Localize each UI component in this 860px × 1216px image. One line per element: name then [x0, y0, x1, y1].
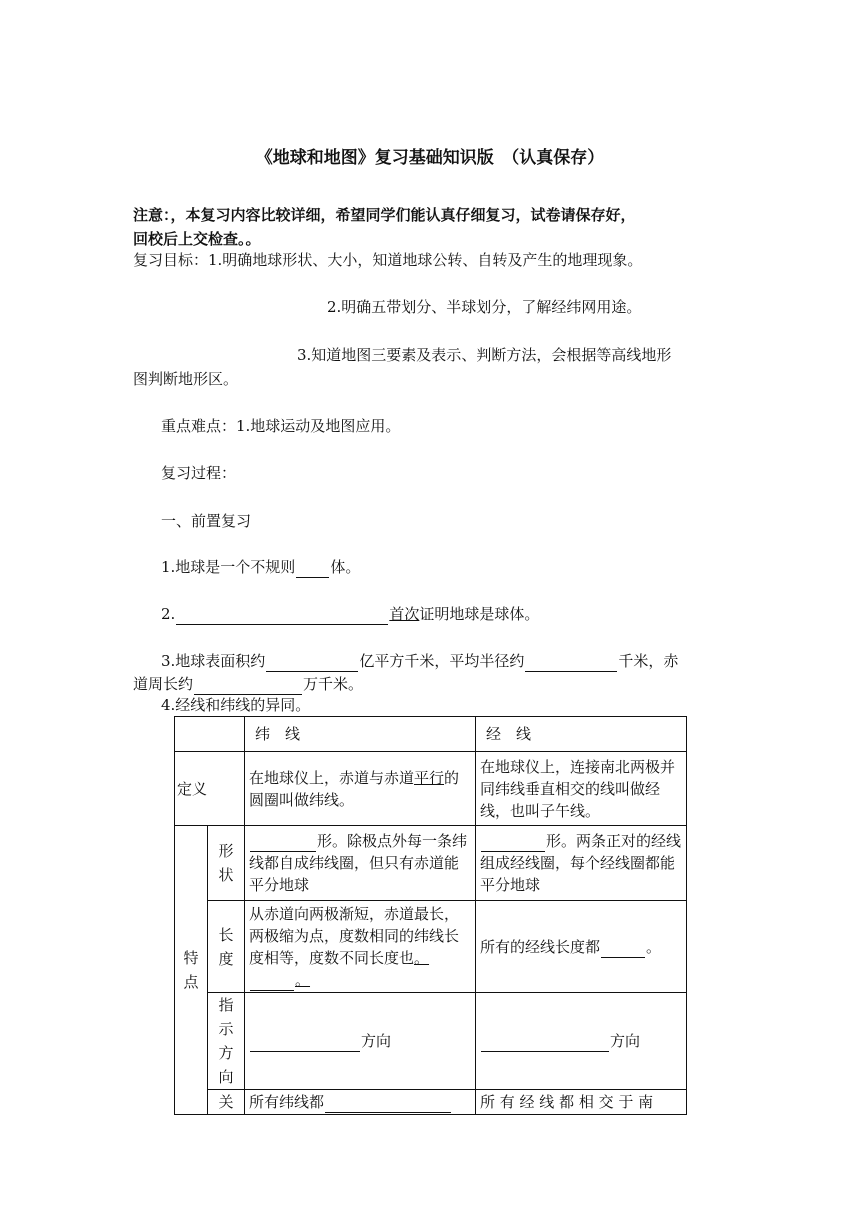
q1-after: 体。 — [330, 558, 361, 576]
table-corner-cell — [175, 717, 245, 752]
row-label-direction: 指示方向 — [208, 993, 245, 1090]
goals-item-3b: 图判断地形区。 — [133, 370, 239, 388]
q2-after: 证明地球是球体。 — [419, 605, 540, 623]
question-3-line-1 — [161, 650, 678, 672]
definition-latitude: 在地球仪上，赤道与赤道平行的圆圈叫做纬线。 — [245, 752, 476, 826]
header-latitude: 纬 线 — [245, 717, 476, 752]
relation-longitude: 所 有 经 线 都 相 交 于 南 — [476, 1090, 687, 1115]
notice-line-2: 回校后上交检查。。 — [133, 230, 261, 248]
q3-text-b: 亿平方千米，平均半径约 — [359, 652, 525, 670]
length-latitude: 从赤道向两极渐短，赤道最长，两极缩为点，度数相同的纬线长度相等，度数不同长度也。。 — [245, 901, 476, 993]
row-label-definition: 定义 — [175, 752, 245, 826]
process-label: 复习过程： — [161, 464, 237, 482]
notice-line-1: 注意：，本复习内容比较详细，希望同学们能认真仔细复习，试卷请保存好， — [133, 206, 636, 224]
relation-lat-blank[interactable] — [325, 1095, 451, 1113]
length-lon-blank[interactable] — [601, 940, 645, 958]
shape-longitude: 形。两条正对的经线组成经线圈，每个经线圈都能平分地球 — [476, 826, 687, 901]
page-title: 《地球和地图》复习基础知识版 （认真保存） — [255, 148, 605, 168]
header-longitude: 经 线 — [476, 717, 687, 752]
key-points: 重点难点：1.地球运动及地图应用。 — [161, 417, 401, 435]
q3-text-e: 万千米。 — [303, 675, 364, 693]
shape-latitude: 形。除极点外每一条纬线都自成纬线圈，但只有赤道能平分地球 — [245, 826, 476, 901]
q3-blank-equator[interactable] — [194, 677, 302, 695]
q3-text-a: 3.地球表面积约 — [161, 652, 266, 670]
question-2 — [161, 603, 539, 625]
q3-blank-radius[interactable] — [525, 654, 617, 672]
shape-lat-blank[interactable] — [250, 834, 316, 852]
row-label-shape: 形状 — [208, 826, 245, 901]
relation-latitude: 所有纬线都 — [245, 1090, 476, 1115]
length-longitude: 所有的经线长度都 。 — [476, 901, 687, 993]
shape-lon-blank[interactable] — [481, 834, 545, 852]
definition-longitude: 在地球仪上，连接南北两极并同纬线垂直相交的线叫做经线，也叫子午线。 — [476, 752, 687, 826]
q2-underlined: 首次 — [389, 605, 420, 623]
question-1 — [161, 556, 360, 578]
q1-before: 1.地球是一个不规则 — [161, 558, 296, 576]
q2-blank[interactable] — [176, 607, 388, 625]
q3-blank-area[interactable] — [266, 654, 358, 672]
q3-text-d: 道周长约 — [133, 675, 194, 693]
section-heading: 一、前置复习 — [161, 512, 252, 530]
group-label-features: 特点 — [175, 826, 208, 1115]
direction-latitude: 方向 — [245, 993, 476, 1090]
goals-item-3a: 3.知道地图三要素及表示、判断方法，会根据等高线地形 — [297, 346, 672, 364]
comparison-table — [174, 716, 687, 1115]
q1-blank[interactable] — [296, 560, 329, 578]
row-label-length: 长度 — [208, 901, 245, 993]
goals-item-2: 2.明确五带划分、半球划分，了解经纬网用途。 — [327, 298, 642, 316]
direction-lat-blank[interactable] — [250, 1034, 360, 1052]
q3-text-c: 千米，赤 — [618, 652, 679, 670]
row-label-relation: 关 — [208, 1090, 245, 1115]
q2-before: 2. — [161, 605, 176, 623]
goals-line-1: 复习目标：1.明确地球形状、大小，知道地球公转、自转及产生的地理现象。 — [133, 251, 643, 269]
question-4: 4.经线和纬线的异同。 — [161, 696, 311, 714]
length-lat-blank[interactable] — [250, 973, 294, 991]
direction-lon-blank[interactable] — [481, 1034, 609, 1052]
direction-longitude: 方向 — [476, 993, 687, 1090]
question-3-line-2 — [133, 673, 363, 695]
